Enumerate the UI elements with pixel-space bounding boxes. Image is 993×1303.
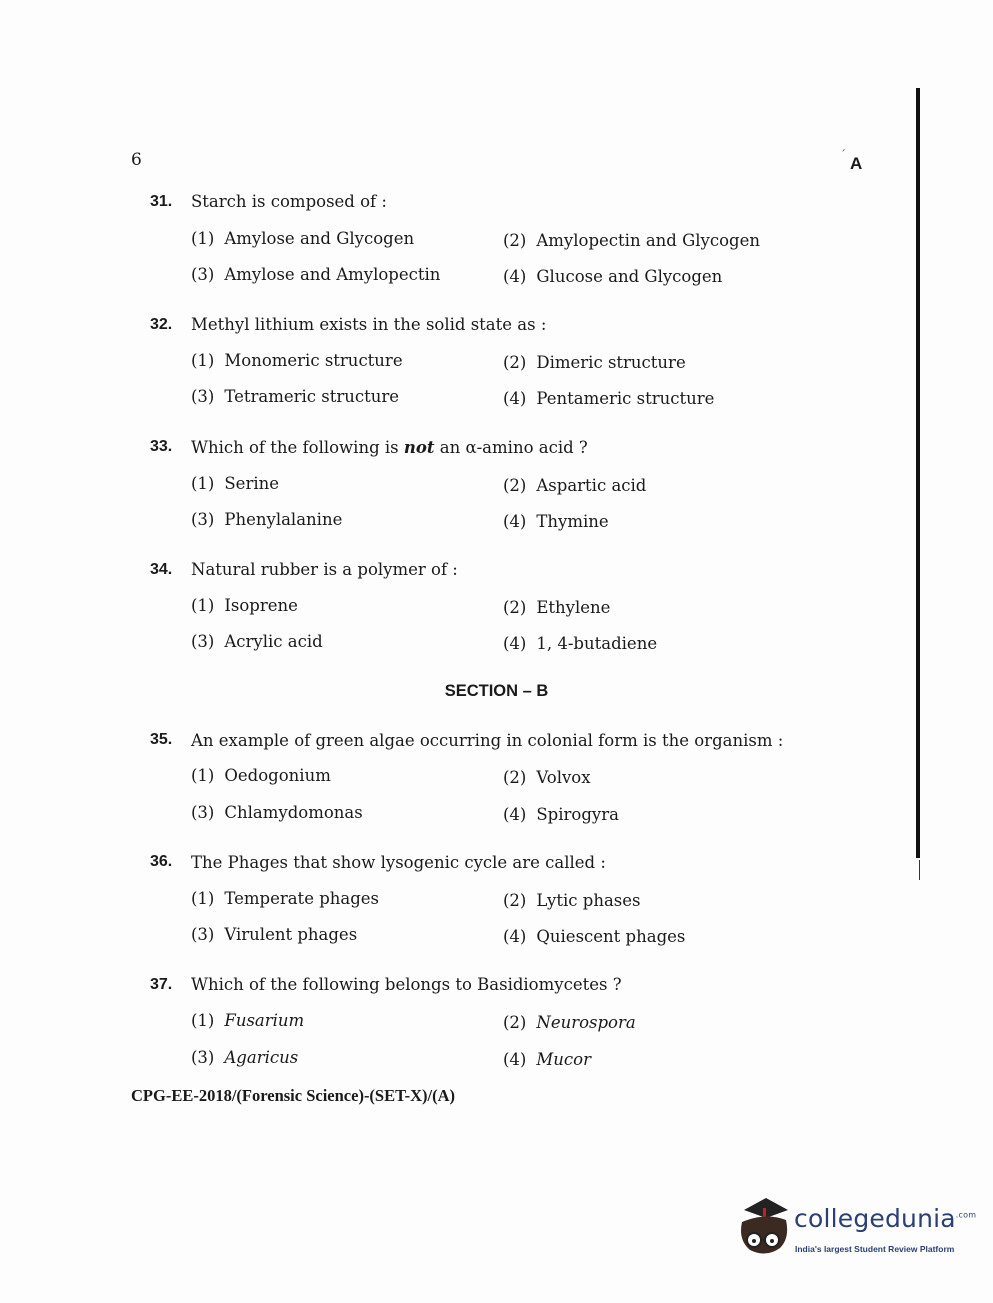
option: (2) Aspartic acid	[503, 476, 647, 495]
option: (3) Agaricus	[191, 1048, 299, 1067]
question-number: 31.	[150, 193, 173, 210]
question-number: 35.	[150, 731, 173, 748]
section-heading: SECTION – B	[444, 682, 549, 700]
option: (1) Oedogonium	[191, 766, 331, 785]
question-text: Which of the following is not an α-amino acid ?	[191, 438, 588, 457]
option: (3) Amylose and Amylopectin	[191, 265, 441, 284]
option: (2) Lytic phases	[503, 891, 641, 910]
option: (2) Dimeric structure	[503, 353, 686, 372]
question-number: 33.	[150, 438, 173, 455]
option: (2) Ethylene	[503, 598, 611, 617]
option: (1) Temperate phages	[191, 889, 380, 908]
option: (1) Serine	[191, 474, 279, 493]
question-text: An example of green algae occurring in colonial form is the organism :	[191, 731, 784, 750]
question-text: Starch is composed of :	[191, 192, 387, 211]
option: (4) Pentameric structure	[503, 389, 715, 408]
question-number: 36.	[150, 853, 173, 870]
collegedunia-mascot-icon	[736, 1196, 794, 1260]
question-number: 32.	[150, 316, 173, 333]
option: (3) Tetrameric structure	[191, 387, 400, 406]
scan-edge-line	[916, 88, 920, 858]
collegedunia-tagline: India's largest Student Review Platform	[795, 1244, 955, 1254]
option: (2) Volvox	[503, 768, 591, 787]
option: (4) Spirogyra	[503, 805, 619, 824]
option: (4) 1, 4-butadiene	[503, 634, 658, 653]
option: (1) Amylose and Glycogen	[191, 229, 415, 248]
option: (2) Amylopectin and Glycogen	[503, 231, 760, 250]
question-number: 34.	[150, 561, 173, 578]
paper-code-footer: CPG-EE-2018/(Forensic Science)-(SET-X)/(A)	[131, 1086, 455, 1105]
option: (1) Monomeric structure	[191, 351, 403, 370]
mark: ˊ	[840, 148, 846, 162]
option: (3) Acrylic acid	[191, 632, 323, 651]
option: (4) Quiescent phages	[503, 927, 686, 946]
option: (2) Neurospora	[503, 1013, 636, 1032]
option: (1) Isoprene	[191, 596, 298, 615]
option: (4) Mucor	[503, 1050, 591, 1069]
option: (3) Chlamydomonas	[191, 803, 363, 822]
collegedunia-logo-text: collegedunia$^{.com}$	[794, 1204, 977, 1233]
option: (3) Phenylalanine	[191, 510, 343, 529]
option: (1) Fusarium	[191, 1011, 305, 1030]
option: (4) Thymine	[503, 512, 609, 531]
question-text: Methyl lithium exists in the solid state as :	[191, 315, 547, 334]
page-number: 6	[131, 150, 142, 170]
scan-edge-line-lower	[919, 860, 920, 880]
question-number: 37.	[150, 976, 173, 993]
option: (3) Virulent phages	[191, 925, 358, 944]
question-text: Which of the following belongs to Basidiomycetes ?	[191, 975, 622, 994]
question-text: The Phages that show lysogenic cycle are called :	[191, 853, 606, 872]
set-code: A	[850, 154, 863, 173]
question-text: Natural rubber is a polymer of :	[191, 560, 458, 579]
option: (4) Glucose and Glycogen	[503, 267, 723, 286]
